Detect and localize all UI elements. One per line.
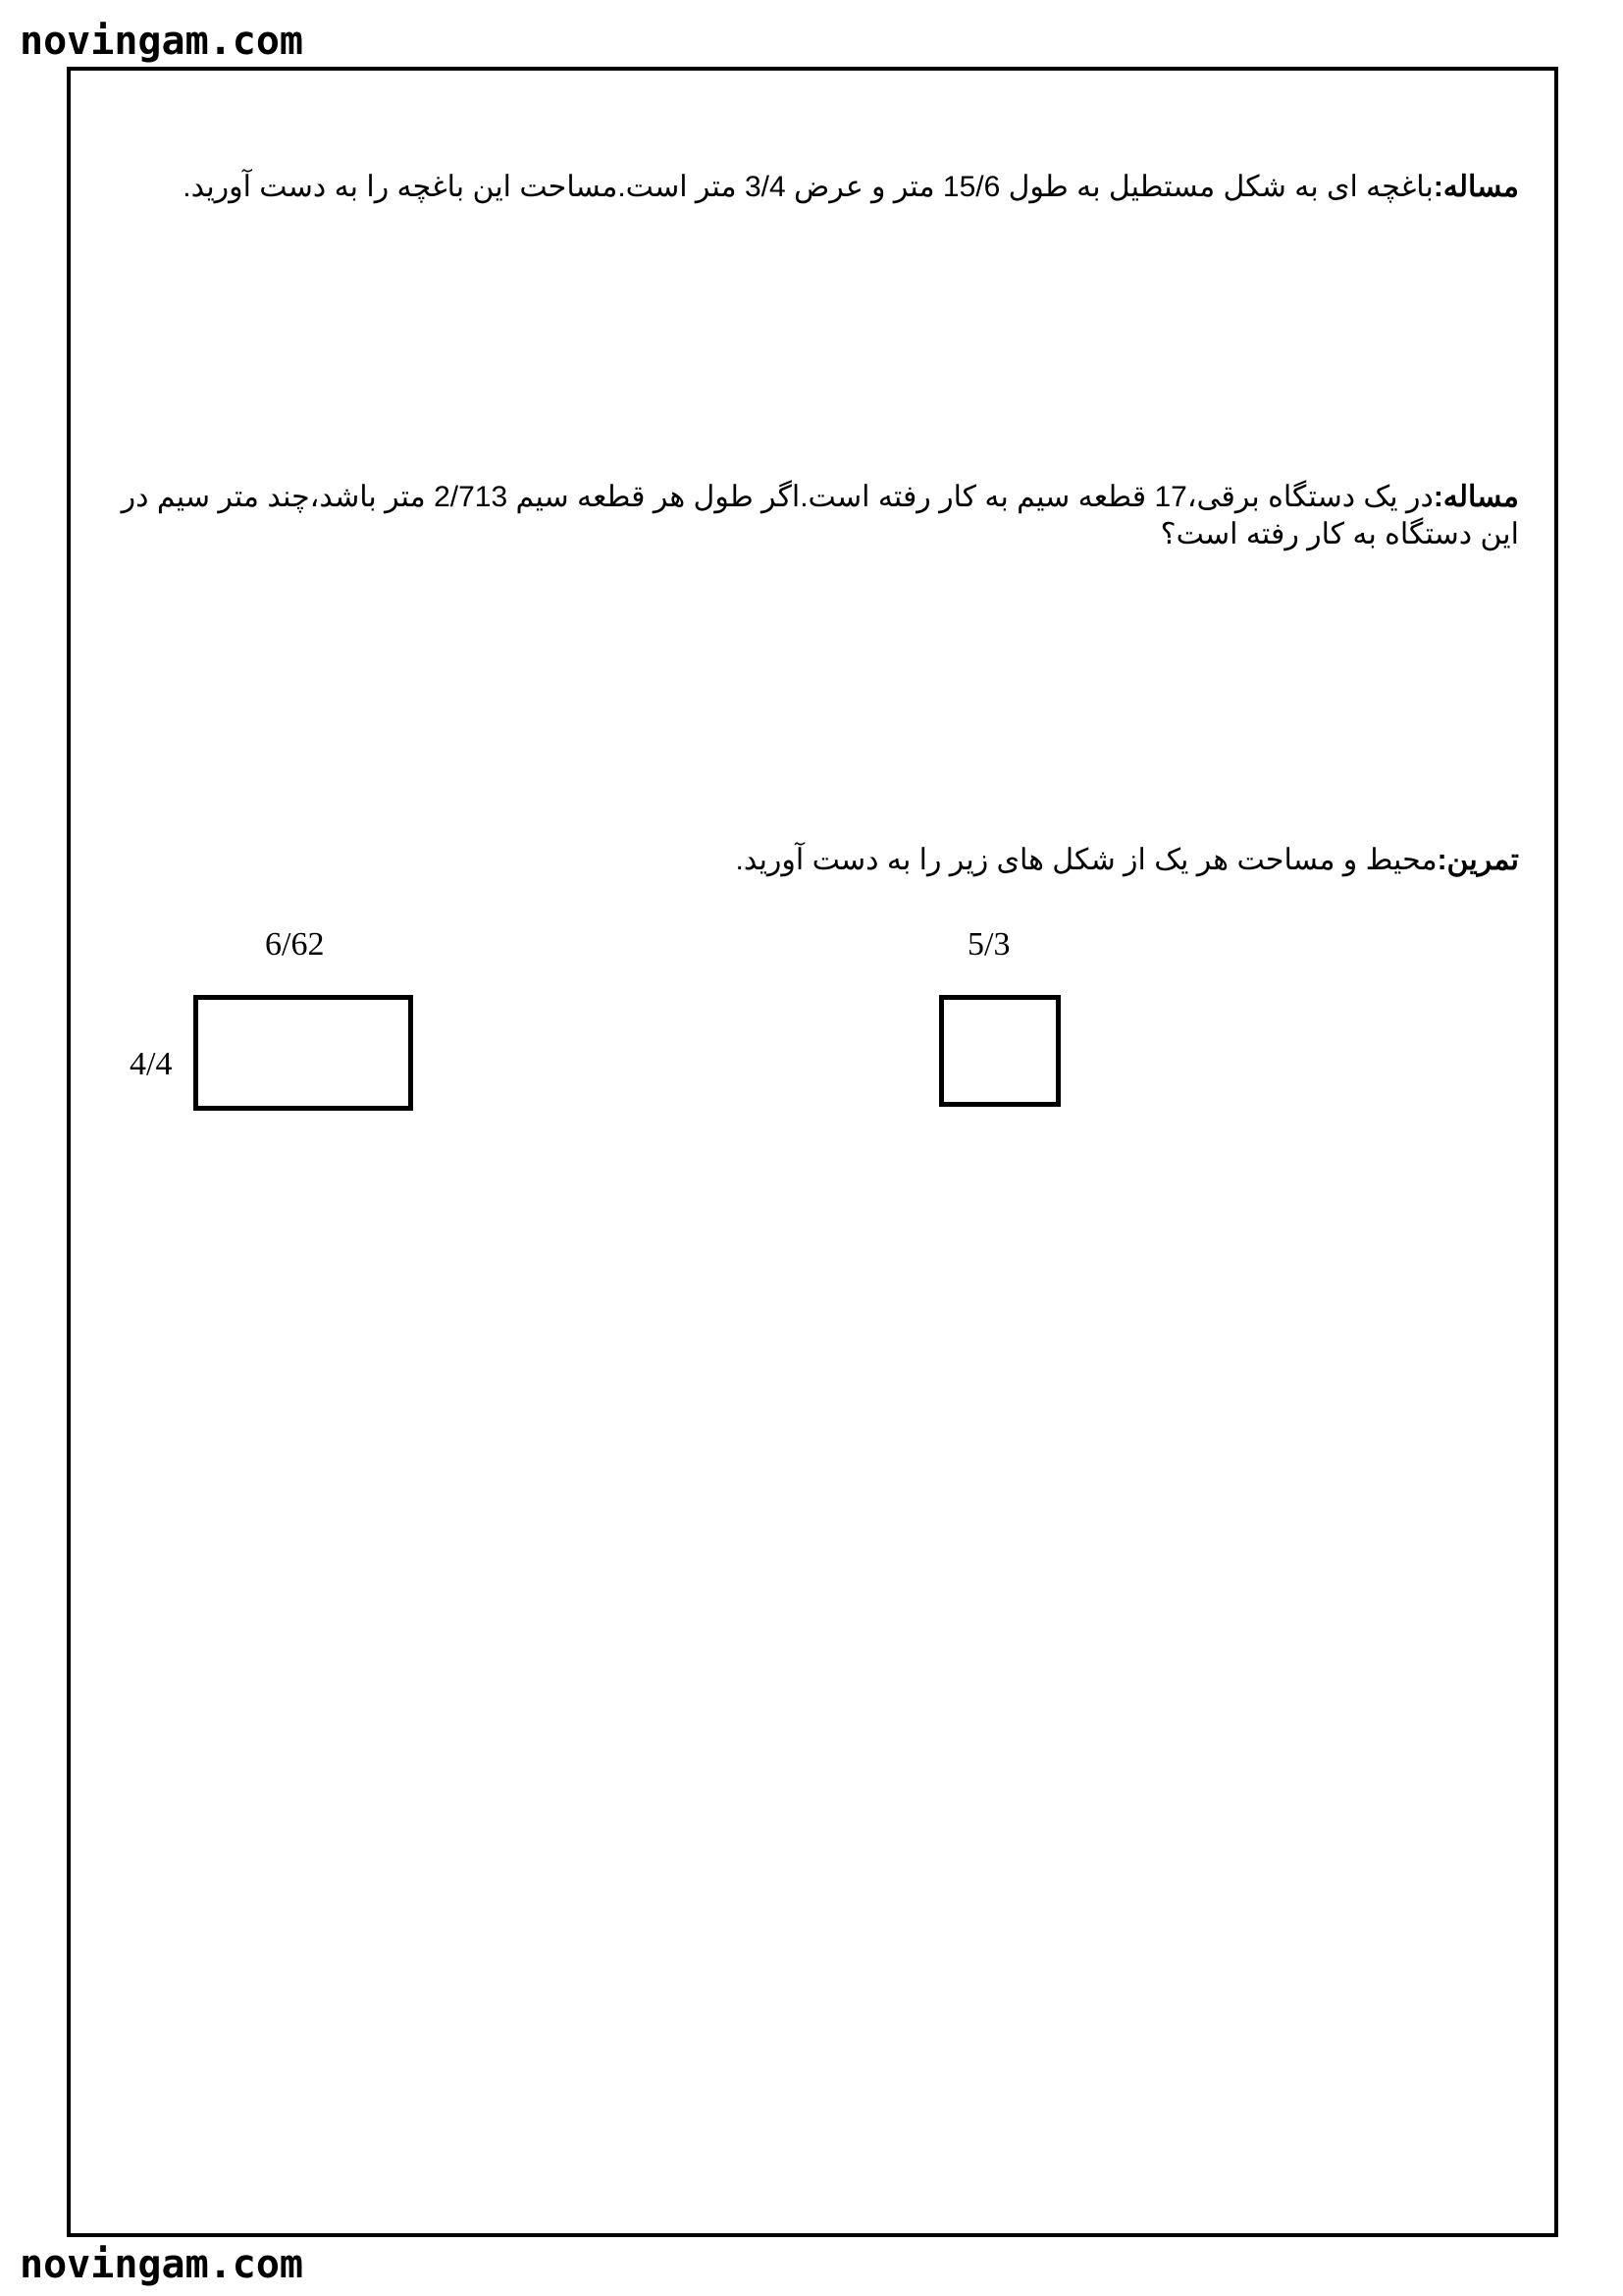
problem-1-label: مساله: bbox=[1433, 171, 1519, 203]
square-side-label: 5/3 bbox=[968, 926, 1011, 963]
problem-2 bbox=[116, 479, 1519, 553]
exercise-text: محیط و مساحت هر یک از شکل های زیر را به دست آورید. bbox=[735, 844, 1438, 876]
page-border bbox=[67, 67, 1558, 2237]
exercise bbox=[116, 842, 1519, 879]
problem-1 bbox=[116, 169, 1519, 206]
problem-2-label: مساله: bbox=[1433, 481, 1519, 513]
rectangle-width-label: 4/4 bbox=[130, 1046, 173, 1082]
exercise-label: تمرین: bbox=[1437, 844, 1519, 876]
rectangle-length-label: 6/62 bbox=[265, 926, 325, 963]
top-watermark: novingam.com bbox=[20, 19, 303, 64]
problem-1-text: باغچه ای به شکل مستطیل به طول 15/6 متر و عرض 3/4 متر است.مساحت این باغچه را به دست آورید. bbox=[183, 171, 1434, 203]
rectangle-figure bbox=[193, 995, 413, 1111]
square-figure bbox=[939, 995, 1061, 1107]
problem-2-text: در یک دستگاه برقی،17 قطعه سیم به کار رفته است.اگر طول هر قطعه سیم 2/713 متر باشد،چند متر سیم در این دستگاه به کار رفته است؟ bbox=[121, 481, 1519, 550]
bottom-watermark: novingam.com bbox=[20, 2242, 303, 2287]
